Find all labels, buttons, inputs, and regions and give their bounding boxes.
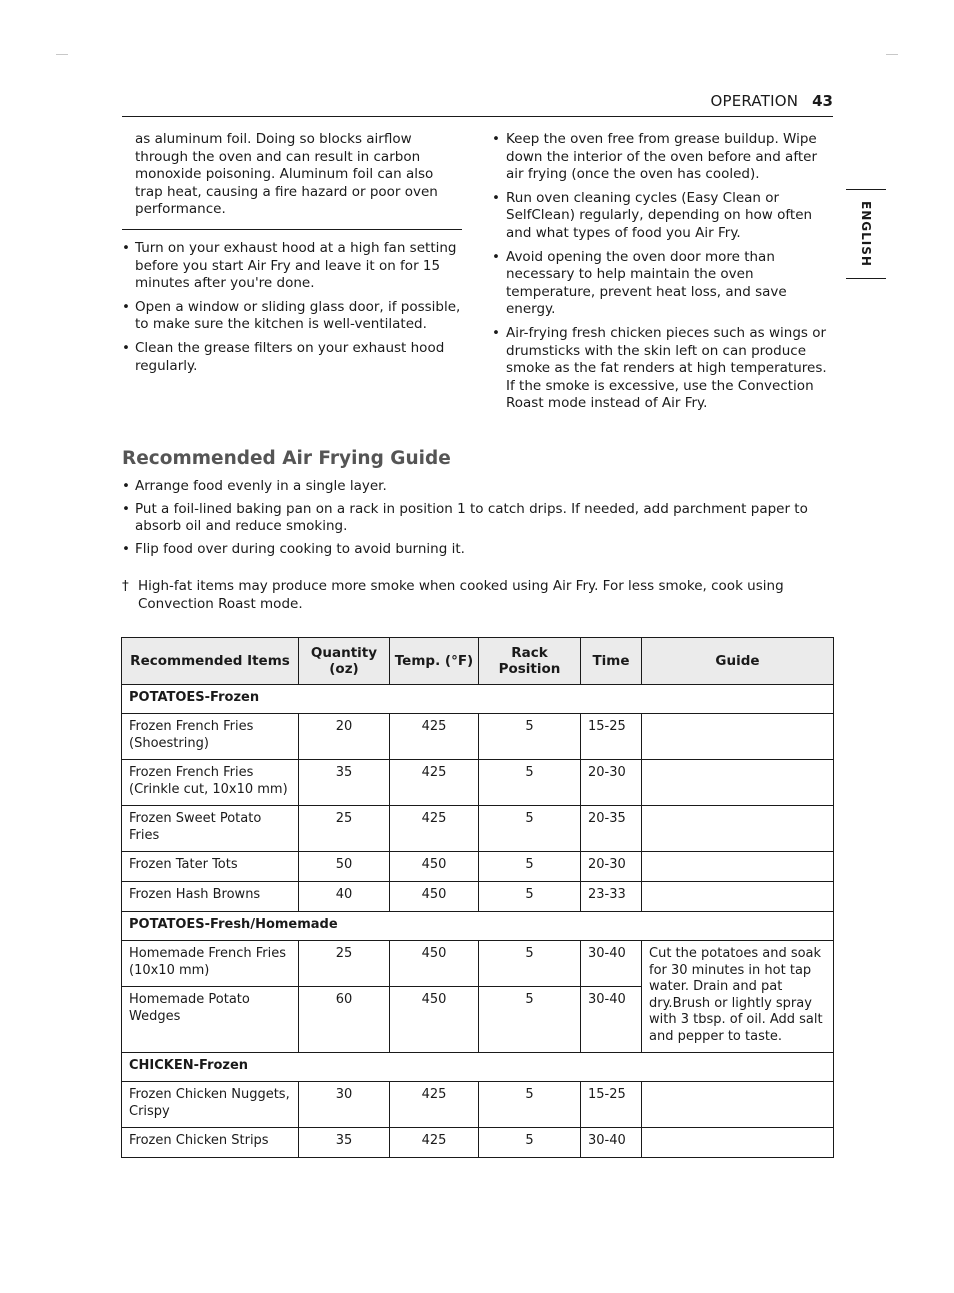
- category-label: POTATOES-Frozen: [122, 685, 834, 714]
- list-item: • Arrange food evenly in a single layer.: [122, 478, 822, 496]
- temp-cell: 425: [390, 806, 479, 852]
- temp-cell: 425: [390, 714, 479, 760]
- item-cell: Frozen Chicken Nuggets, Crispy: [122, 1082, 299, 1128]
- table-row: [122, 1128, 834, 1158]
- table-row: [122, 760, 834, 806]
- language-tab-label: ENGLISH: [859, 201, 873, 267]
- rack-cell: 5: [479, 1128, 581, 1158]
- quantity-cell: 50: [299, 852, 390, 882]
- list-item: • Clean the grease filters on your exhaust hood regularly.: [122, 340, 462, 375]
- ventilation-tips: [122, 240, 462, 375]
- column-header: Quantity (oz): [299, 638, 390, 685]
- column-header: Rack Position: [479, 638, 581, 685]
- guide-instructions: [122, 478, 822, 563]
- crop-mark-right: [886, 54, 898, 55]
- item-cell: Homemade Potato Wedges: [122, 987, 299, 1053]
- item-cell: Frozen Chicken Strips: [122, 1128, 299, 1158]
- table-row: [122, 714, 834, 760]
- column-header: Recommended Items: [122, 638, 299, 685]
- table-row: [122, 941, 834, 987]
- maintenance-tips: [492, 131, 832, 413]
- quantity-cell: 60: [299, 987, 390, 1053]
- temp-cell: 450: [390, 882, 479, 912]
- rack-cell: 5: [479, 987, 581, 1053]
- column-header: Time: [581, 638, 642, 685]
- quantity-cell: 20: [299, 714, 390, 760]
- list-item: • Turn on your exhaust hood at a high fan setting before you start Air Fry and leave it on for 15 minutes after you're done.: [122, 240, 462, 293]
- table-row: [122, 1082, 834, 1128]
- time-cell: 30-40: [581, 1128, 642, 1158]
- temp-cell: 425: [390, 1128, 479, 1158]
- list-item: • Air-frying fresh chicken pieces such as wings or drumsticks with the skin left on can produce smoke as the fat renders at high temperatures. If the smoke is excessive, use the Convection Roast mode instead of Air Fry.: [492, 325, 832, 413]
- left-column: [122, 131, 462, 381]
- temp-cell: 425: [390, 760, 479, 806]
- guide-title: Recommended Air Frying Guide: [122, 448, 451, 469]
- list-item: • Avoid opening the oven door more than necessary to help maintain the oven temperature, prevent heat loss, and save energy.: [492, 249, 832, 319]
- temp-cell: 450: [390, 852, 479, 882]
- item-cell: Frozen Sweet Potato Fries: [122, 806, 299, 852]
- rack-cell: 5: [479, 1082, 581, 1128]
- list-item: • Put a foil-lined baking pan on a rack in position 1 to catch drips. If needed, add parchment paper to absorb oil and reduce smoking.: [122, 501, 822, 536]
- category-label: CHICKEN-Frozen: [122, 1053, 834, 1082]
- table-row: [122, 882, 834, 912]
- category-row: [122, 912, 834, 941]
- item-cell: Homemade French Fries (10x10 mm): [122, 941, 299, 987]
- language-tab: [846, 189, 886, 279]
- list-item: • Keep the oven free from grease buildup. Wipe down the interior of the oven before and after air frying (once the oven has cooled).: [492, 131, 832, 184]
- guide-cell: [642, 714, 834, 760]
- list-item: • Flip food over during cooking to avoid burning it.: [122, 541, 822, 559]
- time-cell: 15-25: [581, 1082, 642, 1128]
- item-cell: Frozen French Fries (Shoestring): [122, 714, 299, 760]
- temp-cell: 425: [390, 1082, 479, 1128]
- category-row: [122, 1053, 834, 1082]
- item-cell: Frozen Hash Browns: [122, 882, 299, 912]
- time-cell: 30-40: [581, 987, 642, 1053]
- air-fry-guide-table: [121, 637, 834, 1158]
- time-cell: 20-30: [581, 852, 642, 882]
- column-header: Temp. (°F): [390, 638, 479, 685]
- list-item: • Run oven cleaning cycles (Easy Clean or SelfClean) regularly, depending on how often and what types of food you Air Fry.: [492, 190, 832, 243]
- rack-cell: 5: [479, 806, 581, 852]
- table-header-row: [122, 638, 834, 685]
- rack-cell: 5: [479, 760, 581, 806]
- rack-cell: 5: [479, 941, 581, 987]
- table-row: [122, 852, 834, 882]
- page-header: [122, 86, 833, 117]
- footnote-text: High-fat items may produce more smoke when cooked using Air Fry. For less smoke, cook using Convection Roast mode.: [138, 578, 784, 612]
- section-title: OPERATION: [710, 92, 799, 110]
- rack-cell: 5: [479, 714, 581, 760]
- warning-continuation: as aluminum foil. Doing so blocks airflow through the oven and can result in carbon monoxide poisoning. Aluminum foil can also trap heat, causing a fire hazard or poor oven performance.: [122, 131, 462, 230]
- time-cell: 23-33: [581, 882, 642, 912]
- guide-note-cell: Cut the potatoes and soak for 30 minutes in hot tap water. Drain and pat dry.Brush or lightly spray with 3 tbsp. of oil. Add salt and pepper to taste.: [642, 941, 834, 1053]
- list-item: • Open a window or sliding glass door, if possible, to make sure the kitchen is well-ventilated.: [122, 299, 462, 334]
- guide-cell: [642, 1082, 834, 1128]
- item-cell: Frozen French Fries (Crinkle cut, 10x10 mm): [122, 760, 299, 806]
- guide-cell: [642, 852, 834, 882]
- right-column: [492, 131, 832, 419]
- item-cell: Frozen Tater Tots: [122, 852, 299, 882]
- quantity-cell: 25: [299, 941, 390, 987]
- quantity-cell: 40: [299, 882, 390, 912]
- table-row: [122, 806, 834, 852]
- guide-cell: [642, 1128, 834, 1158]
- rack-cell: 5: [479, 852, 581, 882]
- category-label: POTATOES-Fresh/Homemade: [122, 912, 834, 941]
- column-header: Guide: [642, 638, 834, 685]
- temp-cell: 450: [390, 941, 479, 987]
- time-cell: 30-40: [581, 941, 642, 987]
- quantity-cell: 35: [299, 1128, 390, 1158]
- time-cell: 15-25: [581, 714, 642, 760]
- crop-mark-left: [56, 54, 68, 55]
- time-cell: 20-35: [581, 806, 642, 852]
- time-cell: 20-30: [581, 760, 642, 806]
- quantity-cell: 30: [299, 1082, 390, 1128]
- rack-cell: 5: [479, 882, 581, 912]
- quantity-cell: 25: [299, 806, 390, 852]
- footnote: [122, 578, 822, 613]
- guide-cell: [642, 806, 834, 852]
- quantity-cell: 35: [299, 760, 390, 806]
- guide-cell: [642, 882, 834, 912]
- dagger-symbol: †: [122, 578, 129, 594]
- page-number: 43: [812, 92, 833, 110]
- temp-cell: 450: [390, 987, 479, 1053]
- guide-cell: [642, 760, 834, 806]
- category-row: [122, 685, 834, 714]
